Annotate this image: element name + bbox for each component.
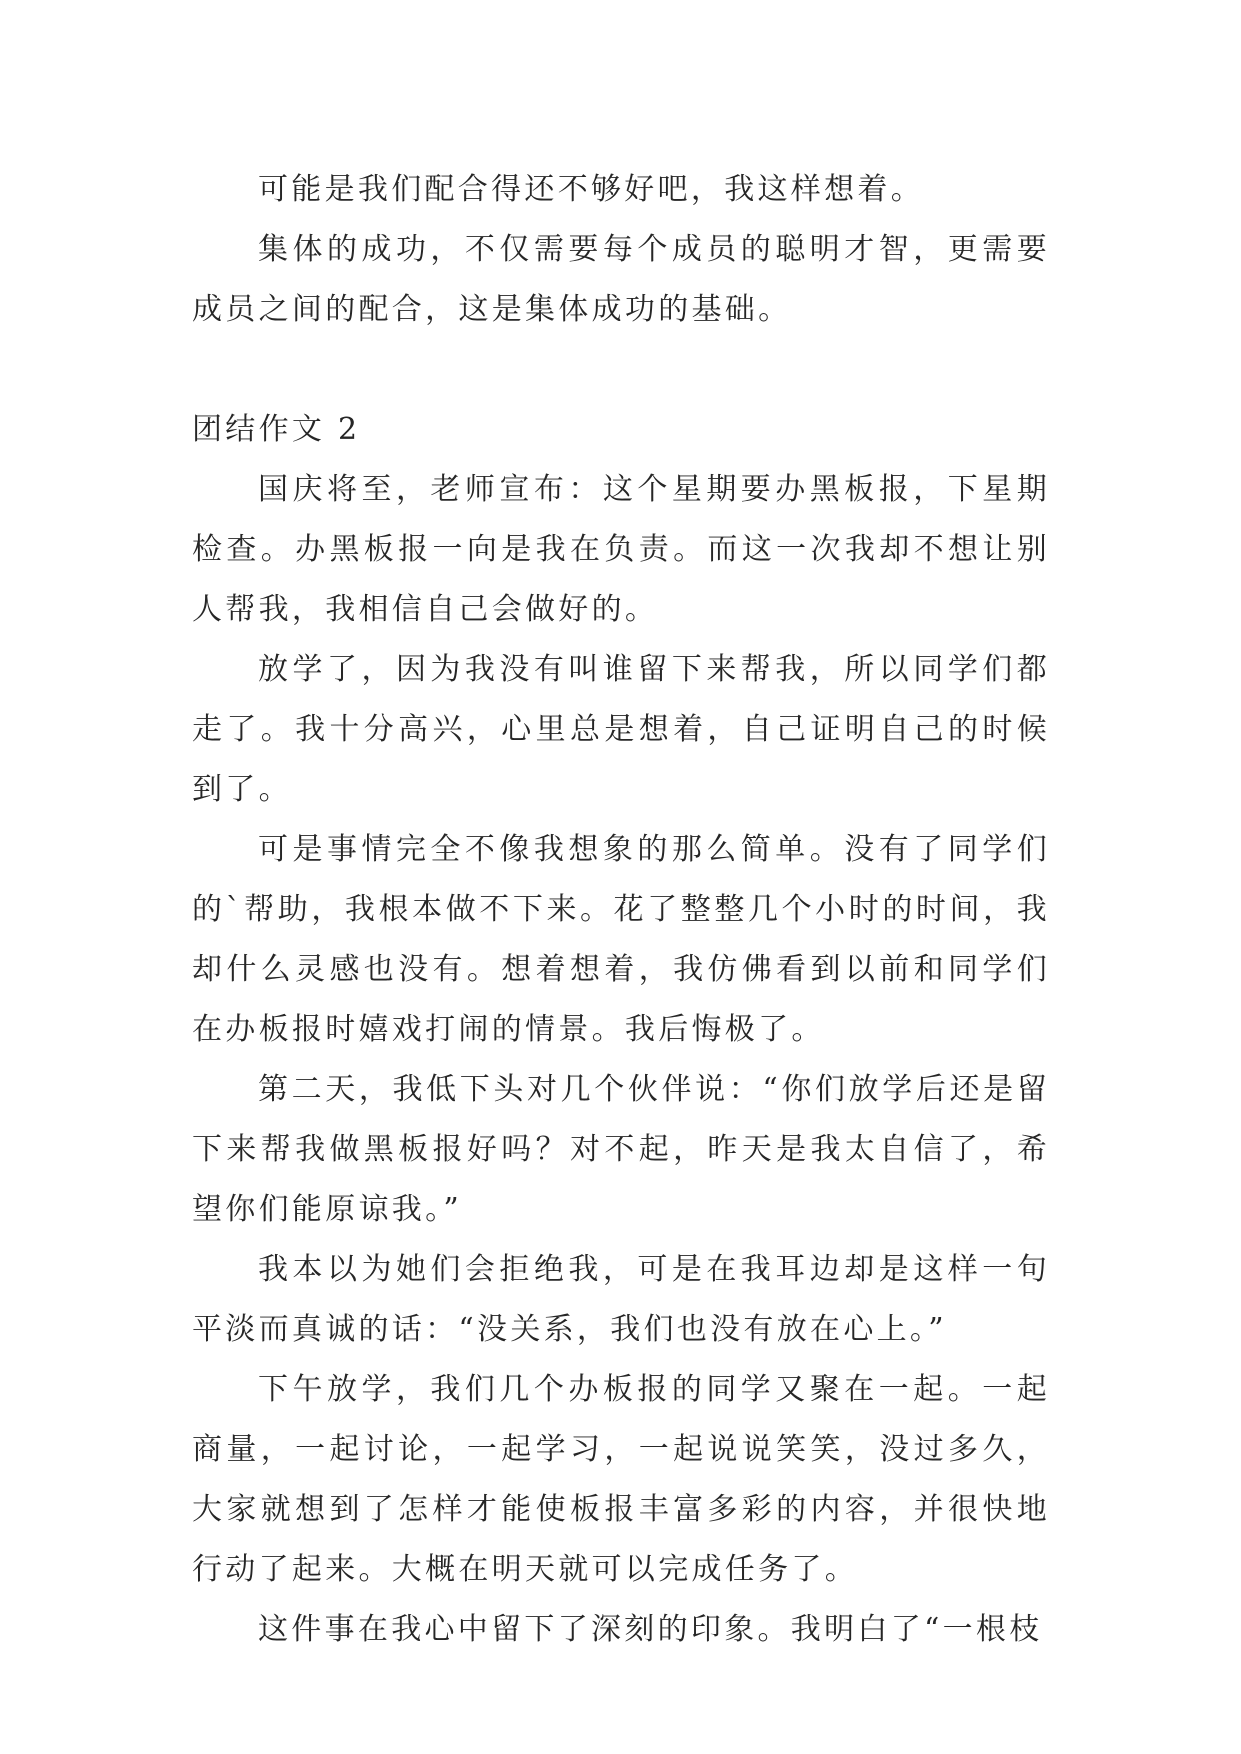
paragraph: 我本以为她们会拒绝我，可是在我耳边却是这样一句平淡而真诚的话：“没关系，我们也没有放在心上。” [192, 1252, 1050, 1347]
paragraph: 可是事情完全不像我想象的那么简单。没有了同学们的`帮助，我根本做不下来。花了整整几个小时的时间，我却什么灵感也没有。想着想着，我仿佛看到以前和同学们在办板报时嬉戏打闹的情景。我后悔极了。 [192, 832, 1050, 1047]
paragraph: 国庆将至，老师宣布：这个星期要办黑板报，下星期检查。办黑板报一向是我在负责。而这一次我却不想让别人帮我，我相信自己会做好的。 [192, 472, 1050, 627]
paragraph: 这件事在我心中留下了深刻的印象。我明白了“一根枝 [258, 1612, 1043, 1647]
paragraph: 下午放学，我们几个办板报的同学又聚在一起。一起商量，一起讨论，一起学习，一起说说笑笑，没过多久，大家就想到了怎样才能使板报丰富多彩的内容，并很快地行动了起来。大概在明天就可以完成任务了。 [192, 1372, 1050, 1587]
paragraph: 放学了，因为我没有叫谁留下来帮我，所以同学们都走了。我十分高兴，心里总是想着，自己证明自己的时候到了。 [192, 652, 1050, 807]
document-body [192, 160, 1050, 1660]
paragraph: 第二天，我低下头对几个伙伴说：“你们放学后还是留下来帮我做黑板报好吗？对不起，昨天是我太自信了，希望你们能原谅我。” [192, 1072, 1050, 1227]
section-title: 团结作文 2 [192, 412, 361, 447]
paragraph: 集体的成功，不仅需要每个成员的聪明才智，更需要成员之间的配合，这是集体成功的基础。 [192, 232, 1050, 327]
paragraph: 可能是我们配合得还不够好吧，我这样想着。 [258, 172, 924, 207]
